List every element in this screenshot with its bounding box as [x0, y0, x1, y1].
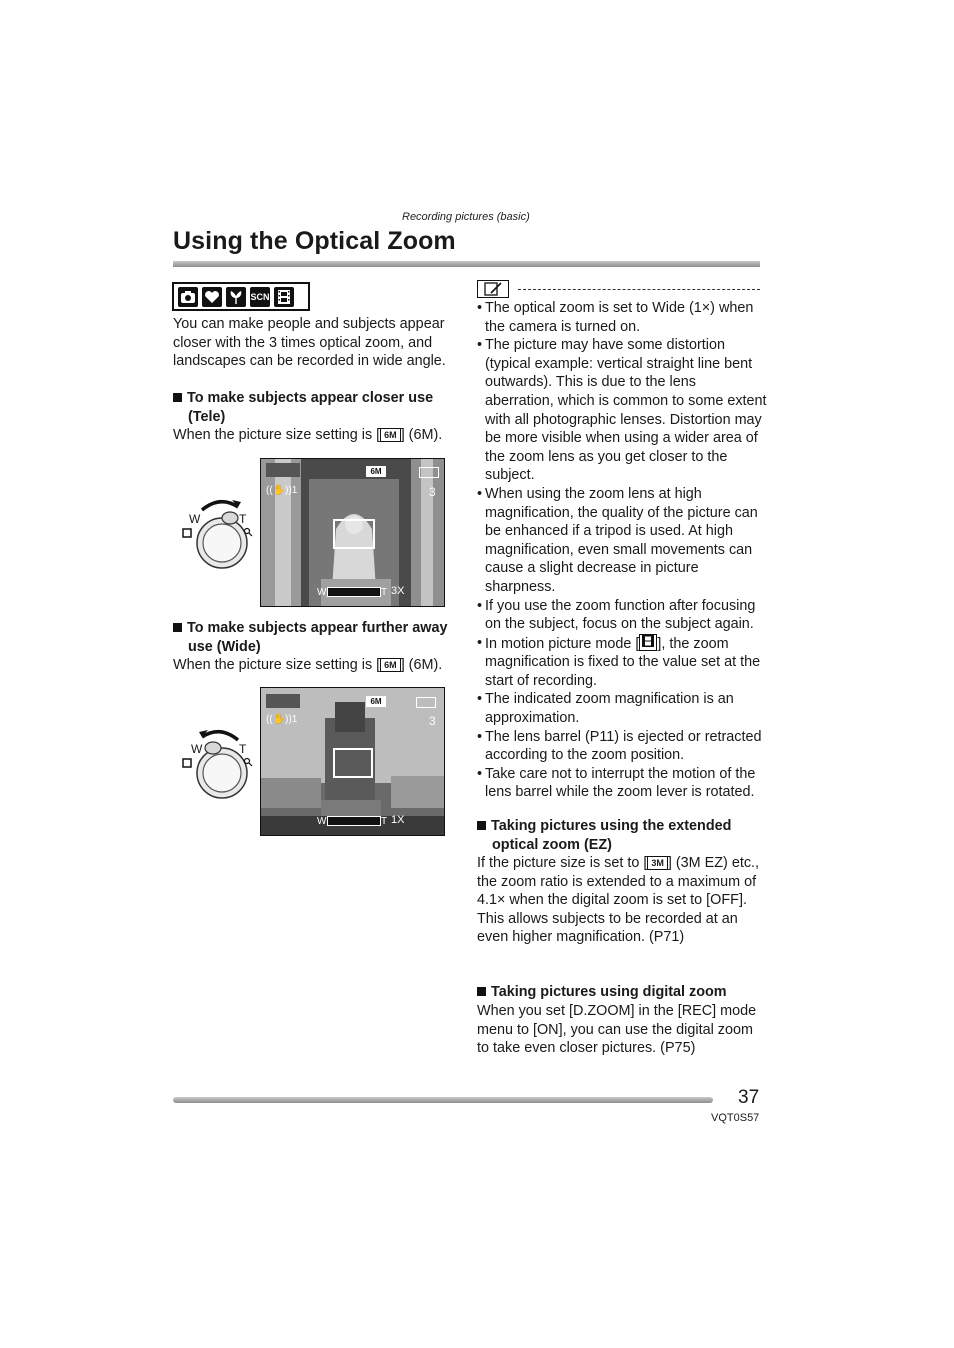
- ez-heading: Taking pictures using the extended optical zoom (EZ): [477, 817, 767, 854]
- bullet-square-icon: [477, 821, 486, 830]
- dzoom-text: When you set [D.ZOOM] in the [REC] mode menu to [ON], you can use the digital zoom to take even closer pictures. (P75): [477, 1003, 757, 1057]
- notes-list: [477, 299, 767, 802]
- af-frame-icon: [333, 519, 375, 549]
- note-item: • The optical zoom is set to Wide (1×) when the camera is turned on.: [477, 299, 767, 336]
- zoom-bar: [327, 816, 381, 826]
- zoom-t-label: T: [381, 816, 388, 827]
- picture-size-icon: 6M: [380, 658, 401, 672]
- lever-w-label: W: [189, 512, 201, 526]
- zoom-readout: 3X: [391, 585, 405, 597]
- note-divider: [518, 289, 760, 290]
- zoom-t-label: T: [381, 587, 388, 598]
- scn-icon: SCN: [250, 287, 270, 307]
- picture-size-badge: 6M: [366, 696, 386, 707]
- camera-icon: [178, 287, 198, 307]
- lever-t-label: T: [239, 742, 247, 756]
- section-label: Recording pictures (basic): [402, 211, 530, 223]
- mode-icon-strip: [172, 282, 310, 311]
- note-item: • The lens barrel (P11) is ejected or retracted according to the zoom position.: [477, 728, 767, 765]
- battery-icon: [416, 697, 436, 708]
- af-frame-icon: [333, 748, 373, 778]
- bullet-square-icon: [477, 987, 486, 996]
- stabilizer-icon: ((✋))1: [266, 485, 298, 496]
- note-item-motion: • In motion picture mode [ ], the zoom magnification is fixed to the value set at the start of recording.: [477, 634, 767, 691]
- ez-text: If the picture size is set to [ 3M ] (3M EZ) etc., the zoom ratio is extended to a maximum of 4.1× when the digital zoom is set to [OFF]. This allows subjects to be recorded at an even higher magnification. (P71): [477, 855, 760, 946]
- lever-t-label: T: [239, 512, 247, 526]
- zoom-lever-icon: [180, 495, 260, 575]
- lcd-screen-tele: [260, 458, 445, 607]
- zoom-readout: 1X: [391, 814, 405, 826]
- zoom-w-label: W: [317, 816, 327, 827]
- remaining-count: 3: [429, 485, 436, 499]
- movie-icon: [274, 287, 294, 307]
- note-item: • The indicated zoom magnification is an approximation.: [477, 690, 767, 727]
- dzoom-heading: Taking pictures using digital zoom: [477, 983, 767, 1002]
- wide-heading: To make subjects appear further away use (Wide): [173, 619, 463, 656]
- note-item: • The picture may have some distortion (typical example: vertical straight line bent outwards). This is due to the lens aberration, which is common to some extent with all photographic lenses. Distortion may be more visible when using a wider area of the zoom lens as you get closer to the subject.: [477, 336, 767, 485]
- bullet-square-icon: [173, 393, 182, 402]
- note-item: • If you use the zoom function after focusing on the subject, focus on the subject again.: [477, 597, 767, 634]
- zoom-bar: [327, 587, 381, 597]
- picture-size-icon: 3M: [647, 856, 668, 870]
- note-icon: [477, 280, 509, 298]
- title-underline: [173, 261, 760, 267]
- lcd-screen-wide: [260, 687, 445, 836]
- footer-bar: [173, 1097, 713, 1103]
- movie-icon: [639, 634, 657, 651]
- zoom-lever-tele: [180, 495, 260, 575]
- heart-icon: [202, 287, 222, 307]
- note-item: • When using the zoom lens at high magnification, the quality of the picture can be enhanced if a tripod is used. At high magnification, even small movements can cause a slight decrease in picture sharpness.: [477, 485, 767, 597]
- intro-text: You can make people and subjects appear closer with the 3 times optical zoom, and landscapes can be recorded in wide angle.: [173, 316, 446, 370]
- page-title: Using the Optical Zoom: [173, 227, 456, 255]
- picture-size-icon: 6M: [380, 428, 401, 442]
- bullet-square-icon: [173, 623, 182, 632]
- lever-w-label: W: [191, 742, 203, 756]
- remaining-count: 3: [429, 714, 436, 728]
- macro-icon: [226, 287, 246, 307]
- zoom-lever-wide: [180, 725, 260, 805]
- zoom-w-label: W: [317, 587, 327, 598]
- zoom-lever-icon: [180, 725, 260, 805]
- note-item: • Take care not to interrupt the motion of the lens barrel while the zoom lever is rotated.: [477, 765, 767, 802]
- doc-code: VQT0S57: [711, 1112, 760, 1124]
- camera-mode-icon: [266, 694, 300, 708]
- tele-size-text: When the picture size setting is [ 6M ] (6M).: [173, 427, 443, 443]
- battery-icon: [419, 467, 439, 478]
- stabilizer-icon: ((✋))1: [266, 714, 298, 725]
- wide-size-text: When the picture size setting is [ 6M ] (6M).: [173, 657, 443, 673]
- picture-size-badge: 6M: [366, 466, 386, 477]
- page-number: 37: [738, 1087, 760, 1108]
- camera-mode-icon: [266, 463, 300, 477]
- tele-heading: To make subjects appear closer use (Tele): [173, 389, 463, 426]
